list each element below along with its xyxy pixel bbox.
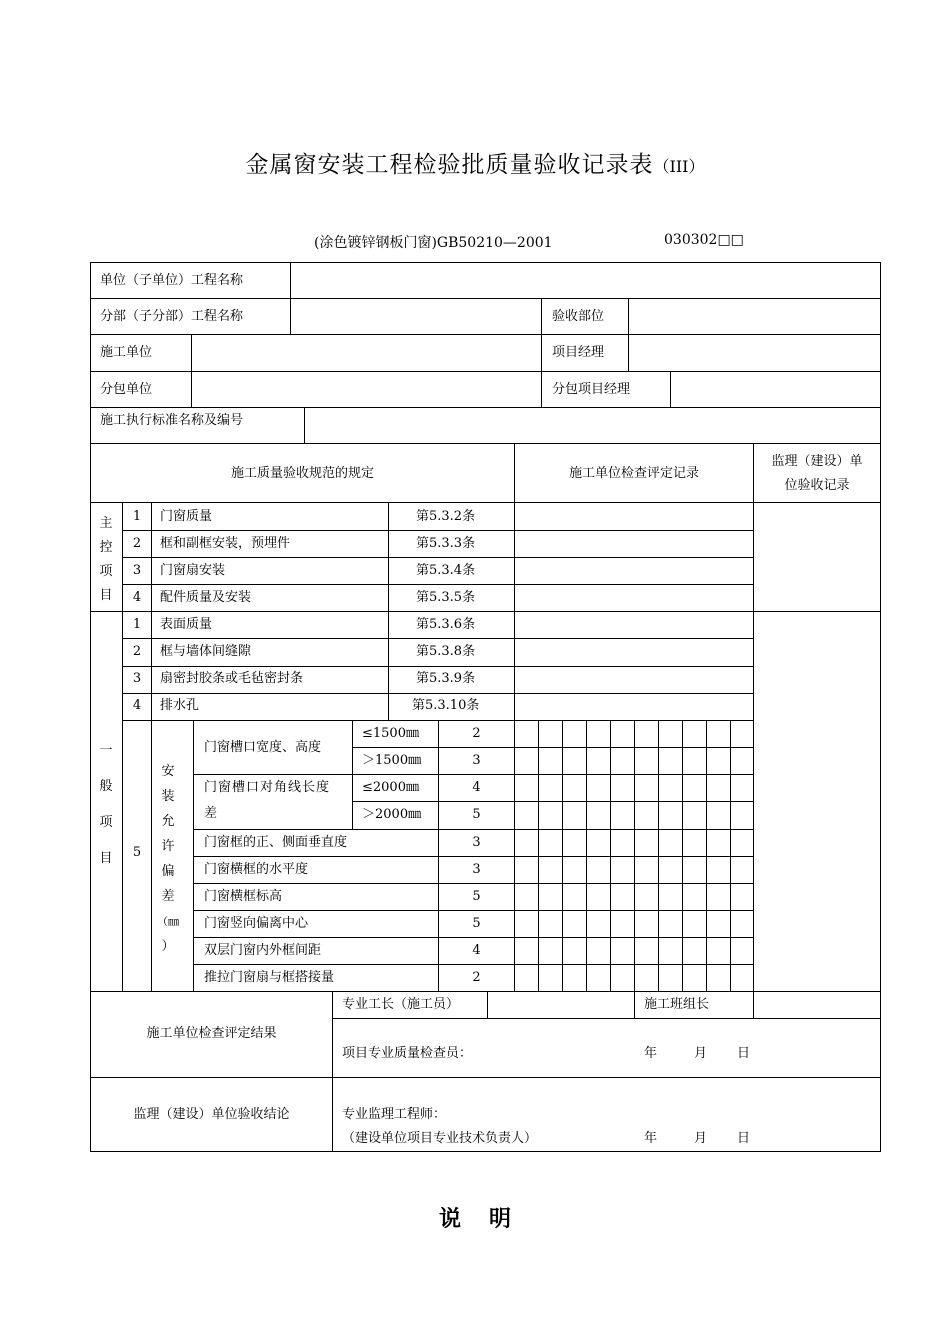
tolerance-condition: ≤2000㎜ [362,780,419,795]
owner-representative-label: （建设单位项目专业技术负责人） [342,1131,538,1146]
supervision-column-header-2: 位验收记录 [784,478,850,493]
form-code: 030302□□ [664,232,744,248]
spec-column-header: 施工质量验收规范的规定 [230,466,374,481]
tolerance-item-name: 门窗横框标高 [204,889,283,904]
supervising-engineer-label: 专业监理工程师： [342,1107,447,1122]
tolerance-value: 5 [472,916,481,931]
foreman-label: 专业工长（施工员） [342,997,460,1012]
date-year: 年 [644,1046,658,1061]
tolerance-value: 2 [472,970,481,985]
general-items-label: 一 般 项 目 [99,743,113,866]
title-suffix: （III） [653,157,705,176]
tolerance-item-name: 推拉门窗扇与框搭接量 [204,970,335,985]
supervision-conclusion-label: 监理（建设）单位验收结论 [133,1107,290,1122]
date-month: 月 [694,1131,708,1146]
tolerance-item-name-cont: 差 [204,806,218,821]
tolerance-value: 5 [472,889,481,904]
standard-label: 施工执行标准名称及编号 [100,413,244,428]
construction-unit-label: 施工单位 [100,345,153,360]
date-year: 年 [644,1131,658,1146]
project-manager-label: 项目经理 [552,345,605,360]
tolerance-value: 3 [472,753,481,768]
quality-inspector-label: 项目专业质量检查员： [342,1046,473,1061]
tolerance-condition: ＞1500㎜ [362,753,422,768]
supervision-column-header-1: 监理（建设）单 [771,454,863,469]
tolerance-value: 4 [472,943,481,958]
check-result-label: 施工单位检查评定结果 [146,1026,277,1041]
tolerance-condition: ＞2000㎜ [362,807,422,822]
page-title: 金属窗安装工程检验批质量验收记录表（III） [245,152,705,178]
subcontract-unit-label: 分包单位 [100,382,153,397]
main-items-label: 主 控 项 目 [99,516,113,603]
explanation-heading: 说明 [438,1207,539,1232]
tolerance-item-name: 双层门窗内外框间距 [204,943,322,958]
tolerance-value: 3 [472,862,481,877]
tolerance-value: 5 [472,807,481,822]
date-month: 月 [694,1046,708,1061]
tolerance-value: 3 [472,835,481,850]
standard-subtitle: (涂色镀锌钢板门窗)GB50210—2001 [314,235,553,251]
tolerance-label: 安 装 允 许 偏 差 （㎜ ） [157,764,179,954]
tolerance-value: 2 [472,726,481,741]
project-name-label: 单位（子单位）工程名称 [100,273,244,288]
tolerance-item-name: 门窗槽口对角线长度 [204,780,331,795]
check-record-column-header: 施工单位检查评定记录 [568,466,699,481]
tolerance-condition: ≤1500㎜ [362,726,419,741]
tolerance-item-name: 门窗横框的水平度 [204,862,309,877]
sub-project-name-label: 分部（子分部）工程名称 [100,309,244,324]
tolerance-item-number: 5 [132,845,142,860]
subcontract-manager-label: 分包项目经理 [552,382,631,397]
tolerance-item-name: 门窗框的正、侧面垂直度 [204,835,348,850]
date-day: 日 [737,1131,751,1146]
tolerance-item-name: 门窗槽口宽度、高度 [204,740,322,755]
date-day: 日 [737,1046,751,1061]
tolerance-item-name: 门窗竖向偏离中心 [204,916,309,931]
acceptance-part-label: 验收部位 [552,309,605,324]
tolerance-value: 4 [472,780,481,795]
team-leader-label: 施工班组长 [644,997,710,1012]
